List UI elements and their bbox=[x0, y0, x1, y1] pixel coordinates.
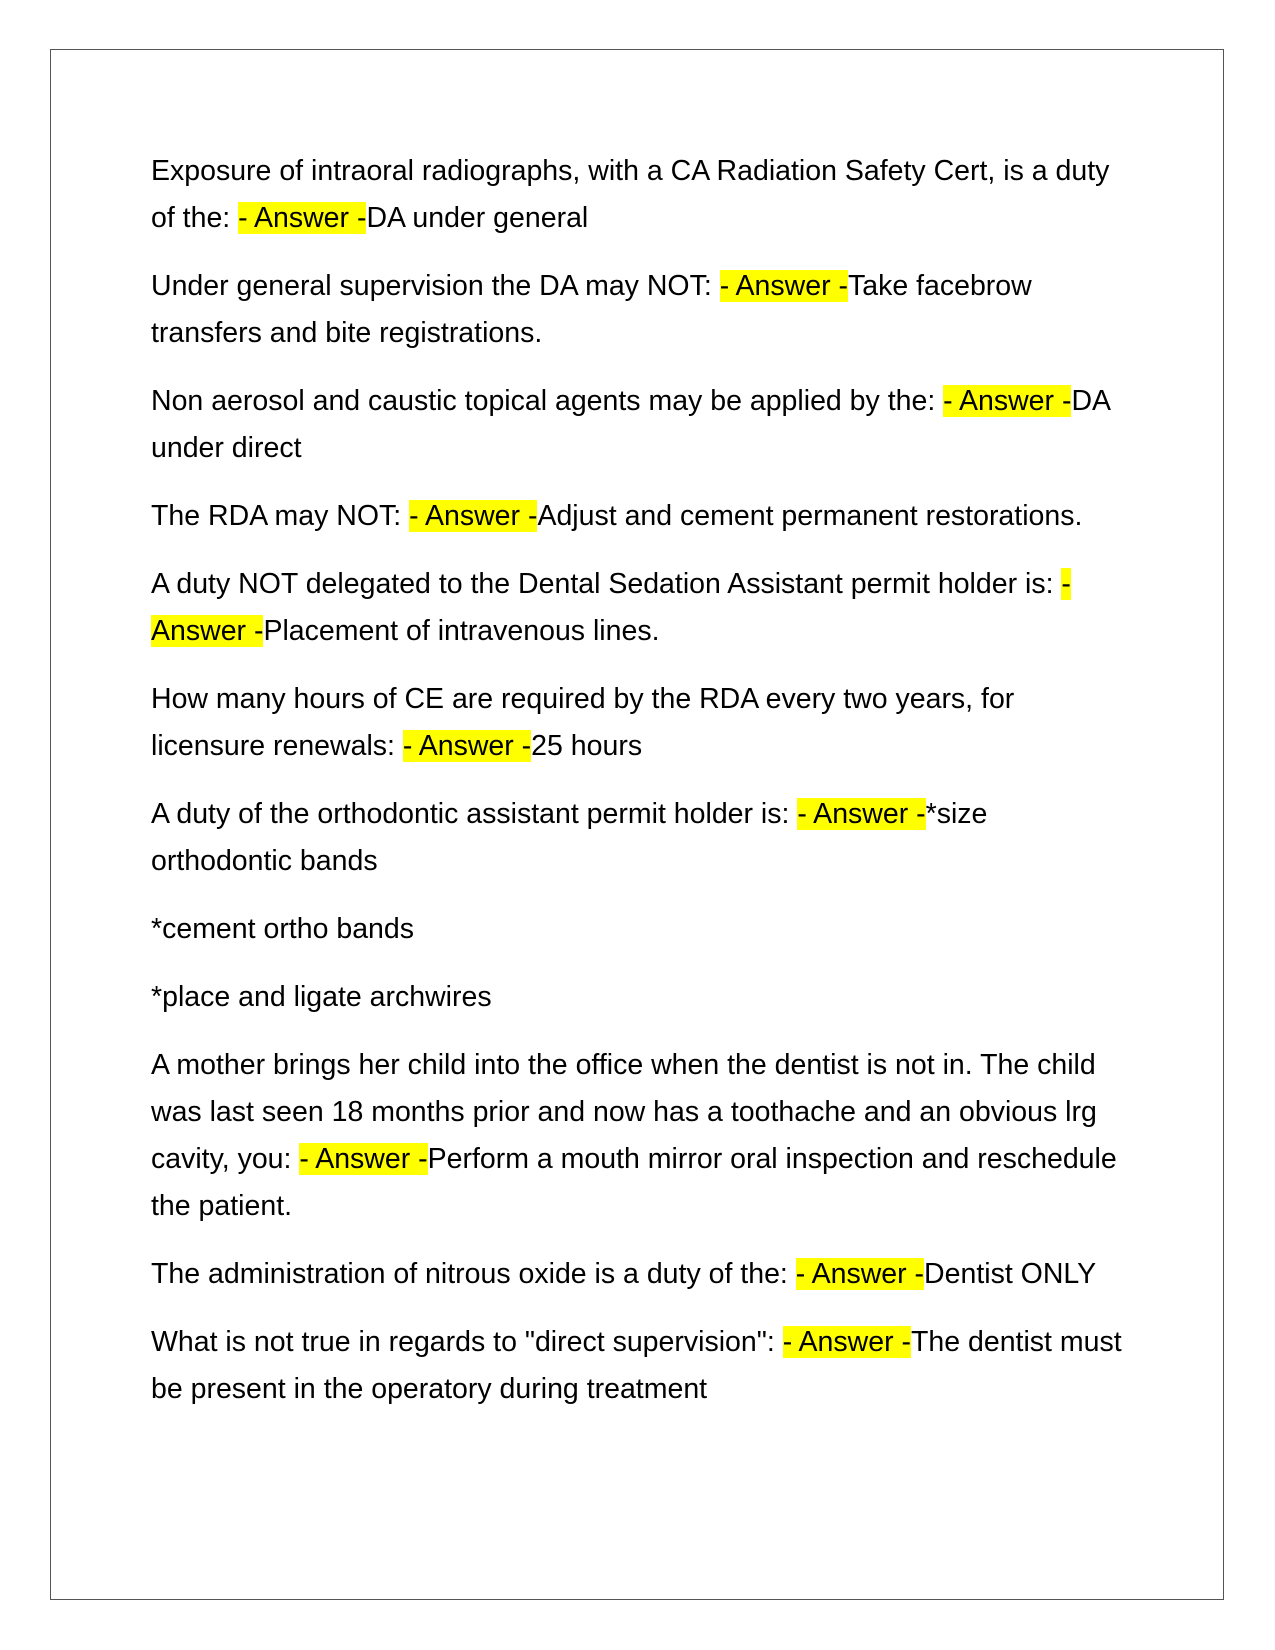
qa-paragraph bbox=[151, 561, 1126, 655]
answer-marker: - Answer - bbox=[238, 202, 367, 234]
qa-paragraph bbox=[151, 676, 1126, 770]
answer-text: *size orthodontic bands bbox=[151, 798, 988, 877]
qa-paragraph bbox=[151, 148, 1126, 242]
answer-marker: - Answer - bbox=[797, 798, 926, 830]
answer-marker: - Answer - bbox=[719, 270, 848, 302]
qa-paragraph bbox=[151, 791, 1126, 885]
question-text: A mother brings her child into the office when the dentist is not in. The child was last seen 18 months prior and now has a toothache and an obvious lrg cavity, you: bbox=[151, 1049, 1097, 1175]
question-text: Under general supervision the DA may NOT: bbox=[151, 270, 720, 302]
answer-marker: - Answer - bbox=[409, 500, 538, 532]
answer-text: 25 hours bbox=[531, 730, 643, 762]
question-text: A duty NOT delegated to the Dental Sedation Assistant permit holder is: bbox=[151, 568, 1062, 600]
answer-marker: - Answer - bbox=[402, 730, 532, 762]
question-text: What is not true in regards to "direct supervision": bbox=[151, 1326, 783, 1358]
list-paragraph: *place and ligate archwires bbox=[151, 981, 492, 1013]
answer-text: Adjust and cement permanent restorations. bbox=[537, 500, 1083, 532]
question-text: A duty of the orthodontic assistant permit holder is: bbox=[151, 798, 798, 830]
answer-marker: - Answer - bbox=[782, 1326, 911, 1358]
qa-paragraph bbox=[151, 1042, 1126, 1230]
qa-paragraph bbox=[151, 493, 1126, 540]
qa-paragraph bbox=[151, 378, 1126, 472]
question-text: Exposure of intraoral radiographs, with a CA Radiation Safety Cert, is a duty of the: bbox=[151, 155, 1110, 234]
answer-marker: - Answer - bbox=[943, 385, 1072, 417]
answer-text: Perform a mouth mirror oral inspection and reschedule the patient. bbox=[151, 1143, 1117, 1222]
question-text: How many hours of CE are required by the RDA every two years, for licensure renewals: bbox=[151, 683, 1015, 762]
answer-marker: - Answer - bbox=[795, 1258, 925, 1290]
qa-paragraph bbox=[151, 263, 1126, 357]
qa-paragraph bbox=[151, 1251, 1126, 1298]
answer-text: DA under direct bbox=[151, 385, 1110, 464]
answer-text: Placement of intravenous lines. bbox=[263, 615, 660, 647]
document-body bbox=[151, 148, 1126, 1434]
question-text: The RDA may NOT: bbox=[151, 500, 410, 532]
answer-marker: - Answer - bbox=[299, 1143, 428, 1175]
answer-text: The dentist must be present in the operatory during treatment bbox=[151, 1326, 1122, 1405]
list-paragraph: *cement ortho bands bbox=[151, 913, 414, 945]
qa-paragraph bbox=[151, 1319, 1126, 1413]
answer-text: Take facebrow transfers and bite registrations. bbox=[151, 270, 1032, 349]
answer-text: Dentist ONLY bbox=[924, 1258, 1097, 1290]
answer-text: DA under general bbox=[366, 202, 589, 234]
question-text: Non aerosol and caustic topical agents may be applied by the: bbox=[151, 385, 944, 417]
answer-marker: - Answer - bbox=[151, 568, 1071, 647]
question-text: The administration of nitrous oxide is a duty of the: bbox=[151, 1258, 796, 1290]
